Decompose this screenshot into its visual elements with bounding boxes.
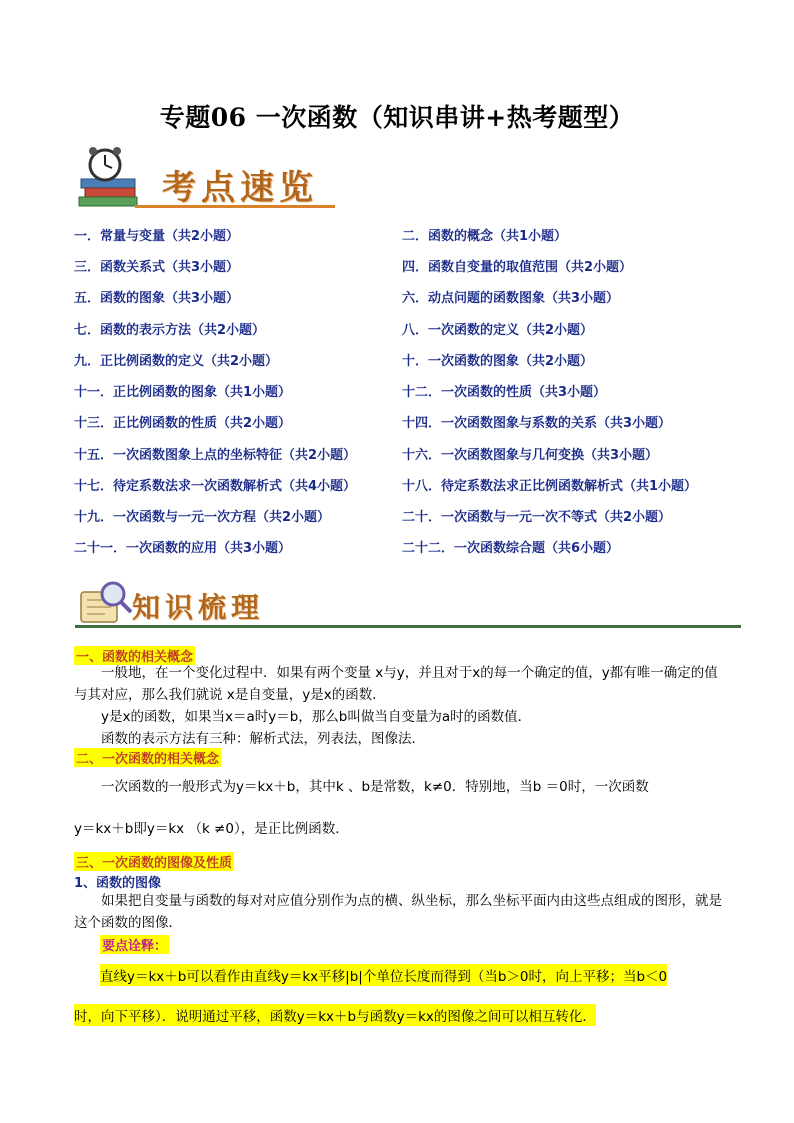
magnifier-notebook-icon xyxy=(75,578,135,628)
toc-item[interactable]: 十二．一次函数的性质（共3小题） xyxy=(402,385,607,400)
section-divider xyxy=(75,625,741,628)
toc-item[interactable]: 十六．一次函数图象与几何变换（共3小题） xyxy=(402,448,659,463)
toc-item[interactable]: 十五．一次函数图象上点的坐标特征（共2小题） xyxy=(74,448,357,463)
paragraph: 如果把自变量与函数的每对对应值分别作为点的横、纵坐标，那么坐标平面内由这些点组成的图形，就是这个函数的图像． xyxy=(74,893,722,931)
toc-item[interactable]: 二十．一次函数与一元一次不等式（共2小题） xyxy=(402,510,672,525)
toc-item[interactable]: 五．函数的图象（共3小题） xyxy=(74,291,240,306)
paragraph: y＝kx＋b即y＝kx （k ≠0），是正比例函数． xyxy=(74,821,349,837)
toc-item[interactable]: 一．常量与变量（共2小题） xyxy=(74,229,240,244)
section-heading: 二、一次函数的相关概念 xyxy=(74,748,221,767)
sub-heading: 1、函数的图像 xyxy=(74,876,162,891)
toc-item[interactable]: 十四．一次函数图象与系数的关系（共3小题） xyxy=(402,416,672,431)
toc-item[interactable]: 十八．待定系数法求正比例函数解析式（共1小题） xyxy=(402,479,698,494)
paragraph: y是x的函数，如果当x＝a时y＝b，那么b叫做当自变量为a时的函数值． xyxy=(101,709,532,725)
toc-item[interactable]: 四．函数自变量的取值范围（共2小题） xyxy=(402,260,633,275)
section-heading: 一、函数的相关概念 xyxy=(74,646,195,665)
keypoint-label: 要点诠释： xyxy=(100,935,169,954)
highlight-line: 直线y＝kx＋b可以看作由直线y＝kx平移|b|个单位长度而得到（当b＞0时，向上平移；当b＜0 xyxy=(100,964,667,986)
toc-item[interactable]: 八．一次函数的定义（共2小题） xyxy=(402,323,594,338)
paragraph: 一般地，在一个变化过程中．如果有两个变量 x与y，并且对于x的每一个确定的值，y都有唯一确定的值与其对应，那么我们就说 x是自变量，y是x的函数． xyxy=(74,665,718,703)
toc-item[interactable]: 七．函数的表示方法（共2小题） xyxy=(74,323,266,338)
toc-item[interactable]: 三．函数关系式（共3小题） xyxy=(74,260,240,275)
toc-item[interactable]: 十九．一次函数与一元一次方程（共2小题） xyxy=(74,510,331,525)
toc-item[interactable]: 十三．正比例函数的性质（共2小题） xyxy=(74,416,292,431)
banner-zhishi: 知识梳理 xyxy=(132,591,265,624)
toc-item[interactable]: 二．函数的概念（共1小题） xyxy=(402,229,568,244)
toc-item[interactable]: 十一．正比例函数的图象（共1小题） xyxy=(74,385,292,400)
paragraph: 一次函数的一般形式为y＝kx＋b，其中k 、b是常数，k≠0．特别地，当b ＝0时，一次函数 xyxy=(101,779,649,795)
page-title: 专题06 一次函数（知识串讲+热考题型） xyxy=(159,103,635,132)
toc-item[interactable]: 十七．待定系数法求一次函数解析式（共4小题） xyxy=(74,479,357,494)
paragraph: 函数的表示方法有三种：解析式法，列表法，图像法． xyxy=(101,731,425,747)
section-heading: 三、一次函数的图像及性质 xyxy=(74,852,234,871)
banner-kaodian: 考点速览 xyxy=(162,168,318,208)
toc-item[interactable]: 九．正比例函数的定义（共2小题） xyxy=(74,354,279,369)
toc-item[interactable]: 六．动点问题的函数图象（共3小题） xyxy=(402,291,620,306)
toc-item[interactable]: 二十一．一次函数的应用（共3小题） xyxy=(74,541,292,556)
highlight-line: 时，向下平移）．说明通过平移，函数y＝kx＋b与函数y＝kx的图像之间可以相互转化． xyxy=(74,1004,596,1026)
toc-item[interactable]: 十．一次函数的图象（共2小题） xyxy=(402,354,594,369)
toc-item[interactable]: 二十二．一次函数综合题（共6小题） xyxy=(402,541,620,556)
